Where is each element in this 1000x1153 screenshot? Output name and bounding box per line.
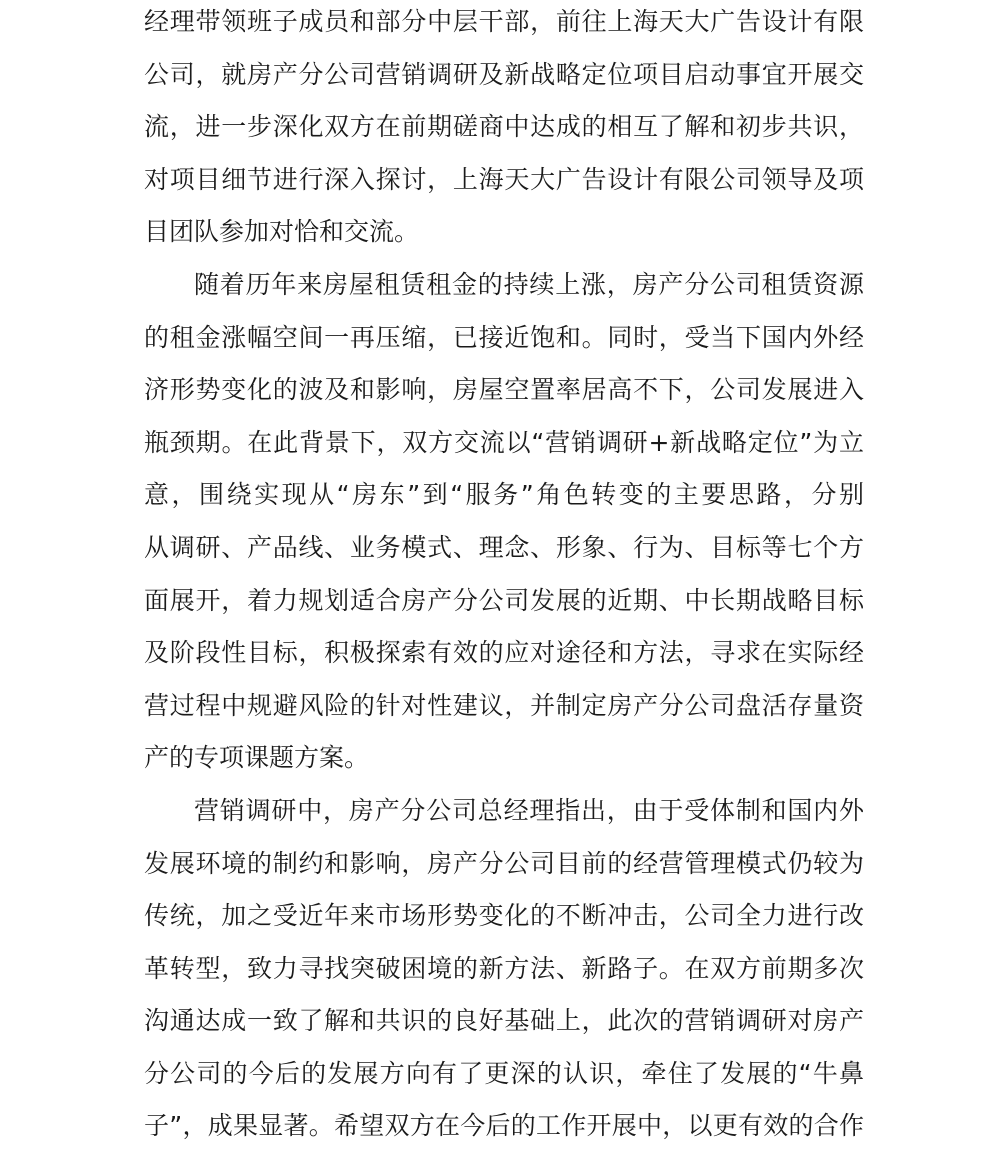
text-line: 子”，成果显著。希望双方在今后的工作开展中，以更有效的合作 [144, 1111, 864, 1141]
text-line: 公司，就房产分公司营销调研及新战略定位项目启动事宜开展交 [144, 59, 864, 89]
text-line: 对项目细节进行深入探讨，上海天大广告设计有限公司领导及项 [144, 164, 864, 194]
text-line: 流，进一步深化双方在前期磋商中达成的相互了解和初步共识， [144, 112, 864, 142]
text-line: 随着历年来房屋租赁租金的持续上涨，房产分公司租赁资源 [194, 269, 864, 299]
paragraph-1 [144, 0, 864, 259]
text-line: 从调研、产品线、业务模式、理念、形象、行为、目标等七个方 [144, 532, 864, 562]
text-line: 济形势变化的波及和影响，房屋空置率居高不下，公司发展进入 [144, 375, 864, 405]
text-line: 革转型，致力寻找突破困境的新方法、新路子。在双方前期多次 [144, 953, 864, 983]
text-line: 传统，加之受近年来市场形势变化的不断冲击，公司全力进行改 [144, 901, 864, 931]
text-line: 经理带领班子成员和部分中层干部，前往上海天大广告设计有限 [144, 7, 864, 36]
text-line: 的租金涨幅空间一再压缩，已接近饱和。同时，受当下国内外经 [144, 322, 864, 352]
text-line: 发展环境的制约和影响，房产分公司目前的经营管理模式仍较为 [144, 848, 864, 878]
text-line: 面展开，着力规划适合房产分公司发展的近期、中长期战略目标 [144, 585, 864, 615]
body-text [144, 0, 864, 1153]
text-line: 沟通达成一致了解和共识的良好基础上，此次的营销调研对房产 [144, 1006, 864, 1036]
text-line: 分公司的今后的发展方向有了更深的认识，牵住了发展的“牛鼻 [144, 1058, 864, 1088]
text-line: 瓶颈期。在此背景下，双方交流以“营销调研+新战略定位”为立 [144, 427, 864, 457]
text-line: 目团队参加对恰和交流。 [144, 217, 420, 247]
text-line: 营过程中规避风险的针对性建议，并制定房产分公司盘活存量资 [144, 690, 864, 720]
text-line: 意，围绕实现从“房东”到“服务”角色转变的主要思路，分别 [144, 480, 864, 510]
paragraph-2 [144, 259, 864, 785]
text-line: 营销调研中，房产分公司总经理指出，由于受体制和国内外 [194, 795, 864, 825]
paragraph-3 [144, 785, 864, 1153]
text-line: 及阶段性目标，积极探索有效的应对途径和方法，寻求在实际经 [144, 638, 864, 668]
text-line: 产的专项课题方案。 [144, 743, 370, 773]
